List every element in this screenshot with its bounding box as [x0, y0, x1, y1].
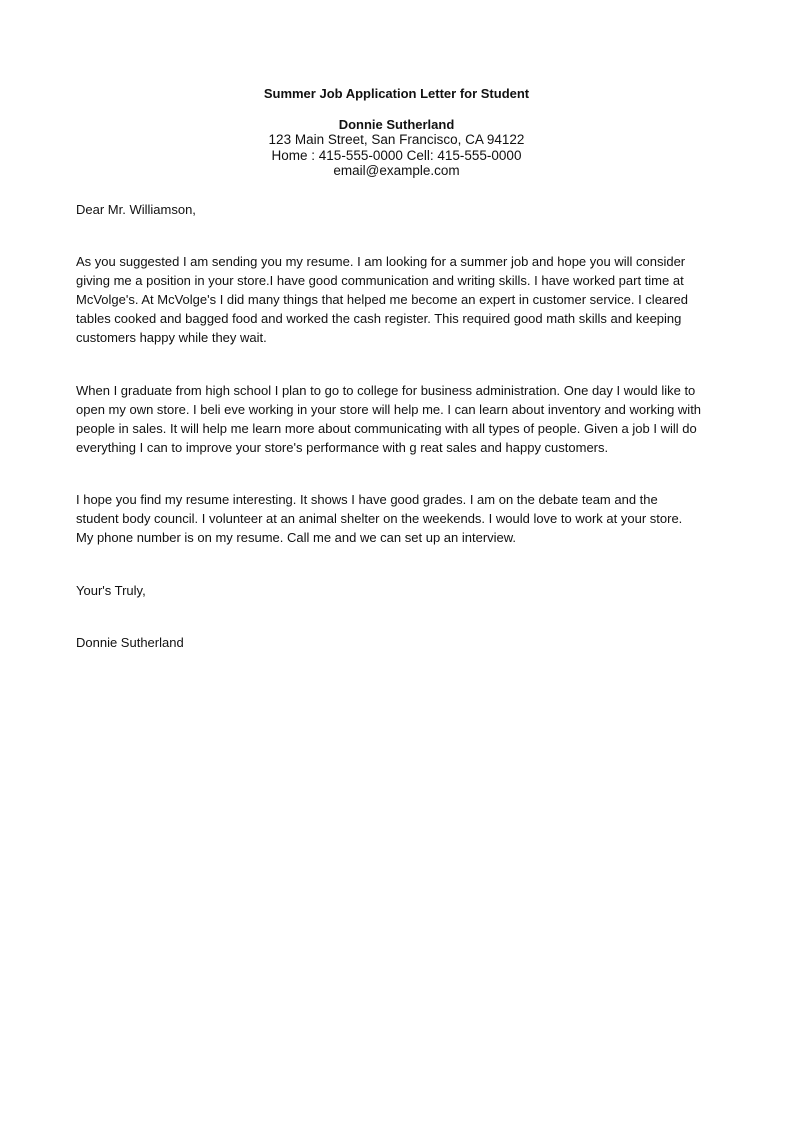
- sender-phones: Home : 415-555-0000 Cell: 415-555-0000: [271, 147, 522, 163]
- sender-name: Donnie Sutherland: [338, 117, 455, 132]
- closing: Your's Truly,: [76, 583, 146, 598]
- signature-name: Donnie Sutherland: [76, 635, 184, 650]
- body-paragraph-3: I hope you find my resume interesting. It shows I have good grades. I am on the debate team and the student body council. I volunteer at an animal shelter on the weekends. I would love to work at your store. My phone number is on my resume. Call me and we can set up an interview.: [76, 492, 683, 545]
- body-paragraph-2: When I graduate from high school I plan to go to college for business administration. One day I would like to open my own store. I beli eve working in your store will help me. I can learn about inventory and working with people in sales. It will help me learn more about communicating with all types of people. Given a job I will do everything I can to improve your store's performance with g reat sales and happy customers.: [76, 383, 702, 455]
- document-title: Summer Job Application Letter for Student: [263, 86, 530, 101]
- sender-email: email@example.com: [333, 163, 460, 178]
- body-paragraph-1: As you suggested I am sending you my resume. I am looking for a summer job and hope you will consider giving me a position in your store.I have good communication and writing skills. I have worked part time at McVolge's. At McVolge's I did many things that helped me become an expert in customer service. I cleared tables cooked and bagged food and worked the cash register. This required good math skills and keeping customers happy while they wait.: [76, 254, 688, 345]
- sender-contact-block: [0, 132, 793, 179]
- sender-address: 123 Main Street, San Francisco, CA 94122: [268, 132, 525, 147]
- salutation: Dear Mr. Williamson,: [76, 202, 196, 217]
